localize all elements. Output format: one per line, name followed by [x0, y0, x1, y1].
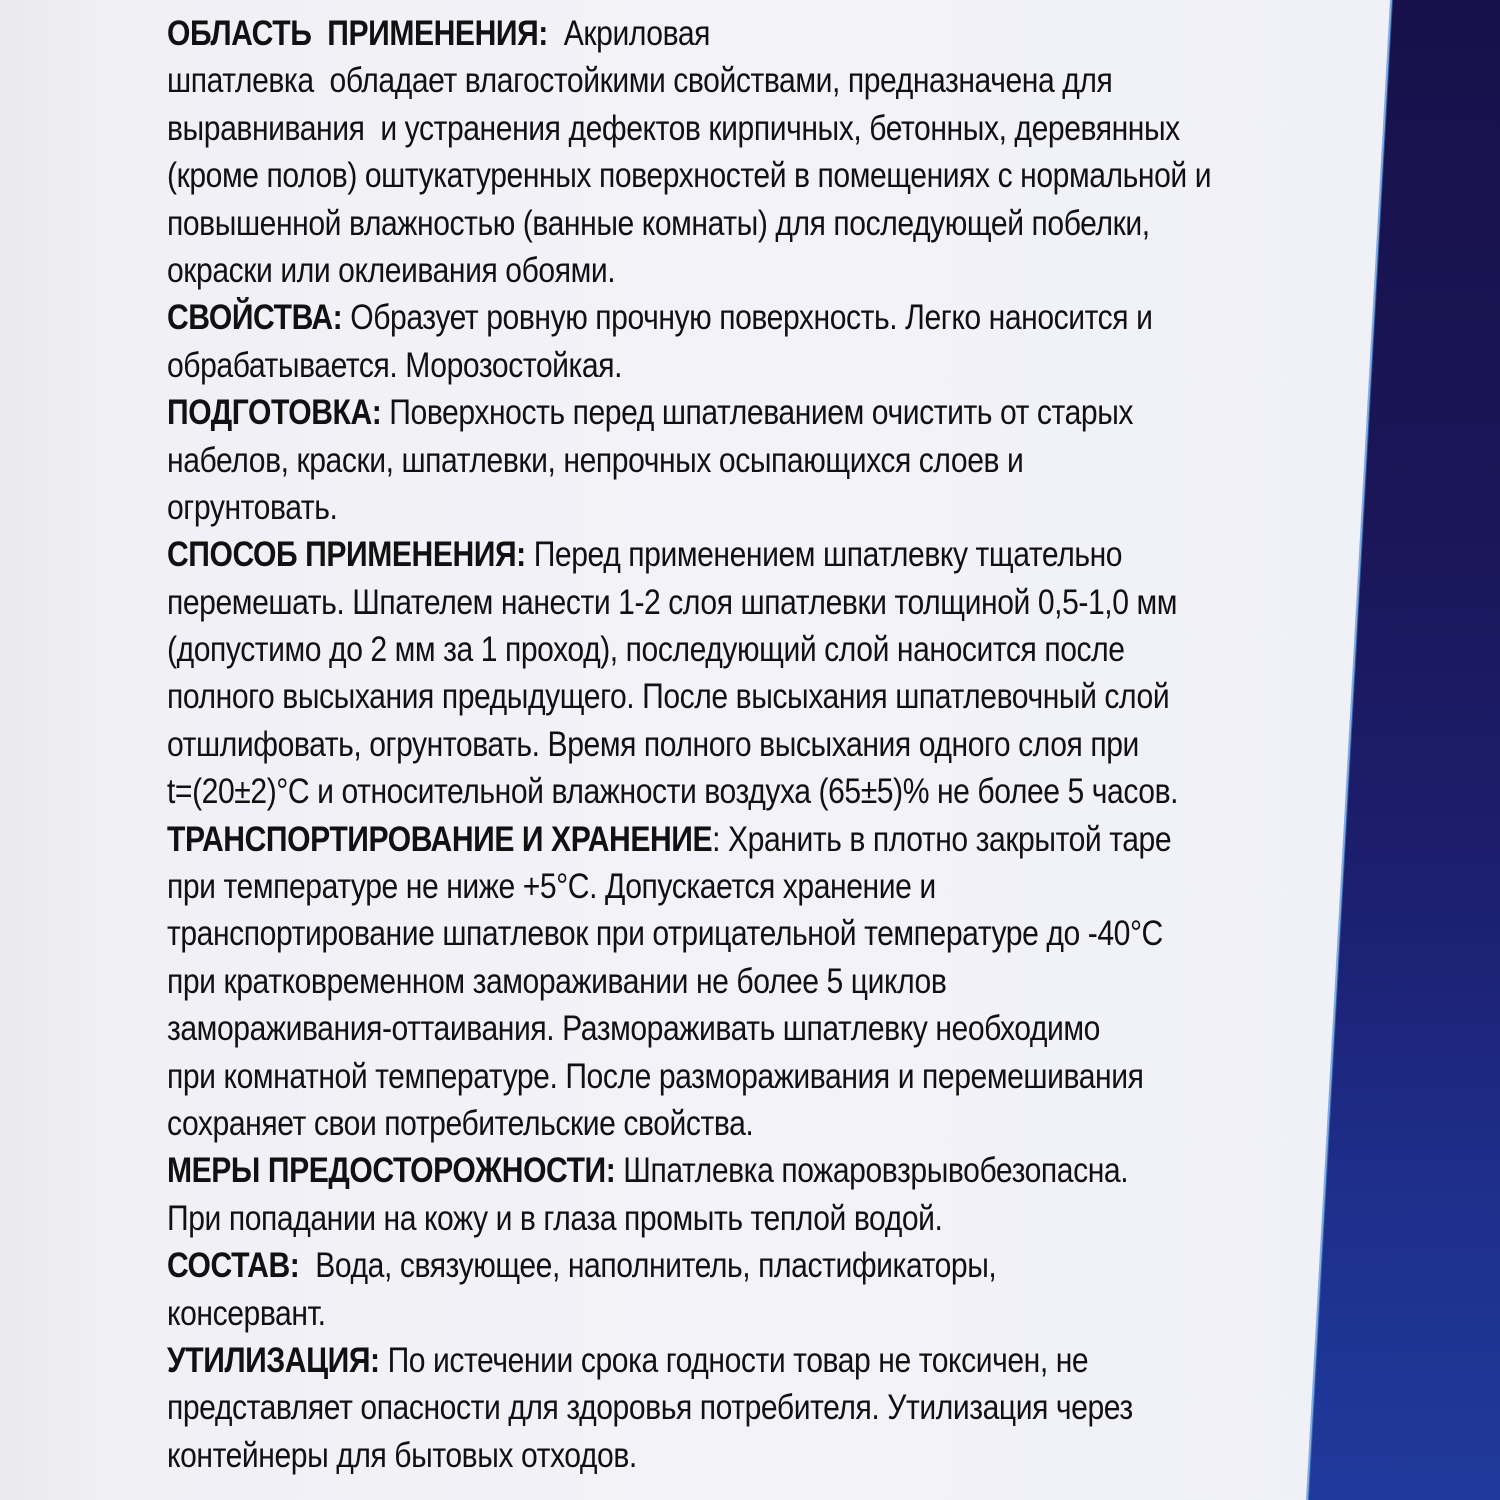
section-heading: ОБЛАСТЬ ПРИМЕНЕНИЯ: — [167, 14, 548, 53]
section-text: отшлифовать, огрунтовать. Время полного высыхания одного слоя при — [167, 724, 1139, 764]
section-heading: СПОСОБ ПРИМЕНЕНИЯ: — [167, 535, 526, 575]
section-text: сохраняет свои потребительские свойства. — [167, 1103, 754, 1143]
section-text: Шпатлевка пожаровзрывобезопасна. — [623, 1151, 1129, 1191]
section-text: Акриловая — [563, 14, 711, 53]
section-text: огрунтовать. — [167, 487, 338, 527]
section-text: t=(20±2)°С и относительной влажности воздуха (65±5)% не более 5 часов. — [167, 772, 1179, 812]
section-text: шпатлевка обладает влагостойкими свойствами, предназначена для — [167, 61, 1113, 101]
section-heading: СВОЙСТВА: — [167, 298, 343, 338]
section-text: обрабатывается. Морозостойкая. — [167, 345, 623, 385]
section-disposal — [167, 1337, 1319, 1479]
section-preparation — [167, 389, 1319, 531]
section-composition — [167, 1242, 1319, 1337]
section-heading: ТРАНСПОРТИРОВАНИЕ И ХРАНЕНИЕ — [167, 819, 713, 859]
section-precautions — [167, 1147, 1319, 1242]
section-text: при температуре не ниже +5°С. Допускается хранение и — [167, 867, 936, 907]
section-text: представляет опасности для здоровья потребителя. Утилизация через — [167, 1388, 1133, 1428]
section-text: набелов, краски, шпатлевки, непрочных осыпающихся слоев и — [167, 440, 1024, 480]
section-text: транспортирование шпатлевок при отрицательной температуре до -40°С — [167, 914, 1163, 954]
section-text: замораживания-оттаивания. Размораживать шпатлевку необходимо — [167, 1009, 1100, 1049]
section-text: перемешать. Шпателем нанести 1-2 слоя шпатлевки толщиной 0,5-1,0 мм — [167, 582, 1178, 622]
section-text: консервант. — [167, 1293, 326, 1333]
section-text: при кратковременном замораживании не более 5 циклов — [167, 961, 947, 1001]
section-heading: ПОДГОТОВКА: — [167, 393, 382, 433]
section-text: Вода, связующее, наполнитель, пластификаторы, — [315, 1246, 997, 1286]
section-text: Поверхность перед шпатлеванием очистить от старых — [389, 393, 1134, 433]
section-properties — [167, 294, 1319, 389]
section-text: окраски или оклеивания обоями. — [167, 250, 616, 290]
section-text: : Хранить в плотно закрытой таре — [712, 819, 1172, 859]
section-transport-storage — [167, 816, 1319, 1148]
section-text: Образует ровную прочную поверхность. Легко наносится и — [350, 298, 1153, 338]
section-text: Перед применением шпатлевку тщательно — [533, 535, 1123, 575]
product-instructions — [167, 10, 1319, 1479]
section-text: полного высыхания предыдущего. После высыхания шпатлевочный слой — [167, 677, 1170, 717]
section-text: выравнивания и устранения дефектов кирпичных, бетонных, деревянных — [167, 108, 1180, 148]
section-text: при комнатной температуре. После размораживания и перемешивания — [167, 1056, 1144, 1096]
section-method-of-use — [167, 531, 1319, 815]
section-text: (кроме полов) оштукатуренных поверхностей в помещениях с нормальной и — [167, 156, 1212, 196]
section-heading: СОСТАВ: — [167, 1246, 300, 1286]
section-text: (допустимо до 2 мм за 1 проход), последующий слой наносится после — [167, 630, 1125, 670]
section-application-area — [167, 10, 1319, 294]
section-heading: УТИЛИЗАЦИЯ: — [167, 1340, 380, 1380]
section-heading: МЕРЫ ПРЕДОСТОРОЖНОСТИ: — [167, 1151, 616, 1191]
section-text: контейнеры для бытовых отходов. — [167, 1435, 637, 1475]
section-text: По истечении срока годности товар не токсичен, не — [387, 1340, 1089, 1380]
section-text: При попадании на кожу и в глаза промыть теплой водой. — [167, 1198, 943, 1238]
section-text: повышенной влажностью (ванные комнаты) для последующей побелки, — [167, 203, 1150, 243]
